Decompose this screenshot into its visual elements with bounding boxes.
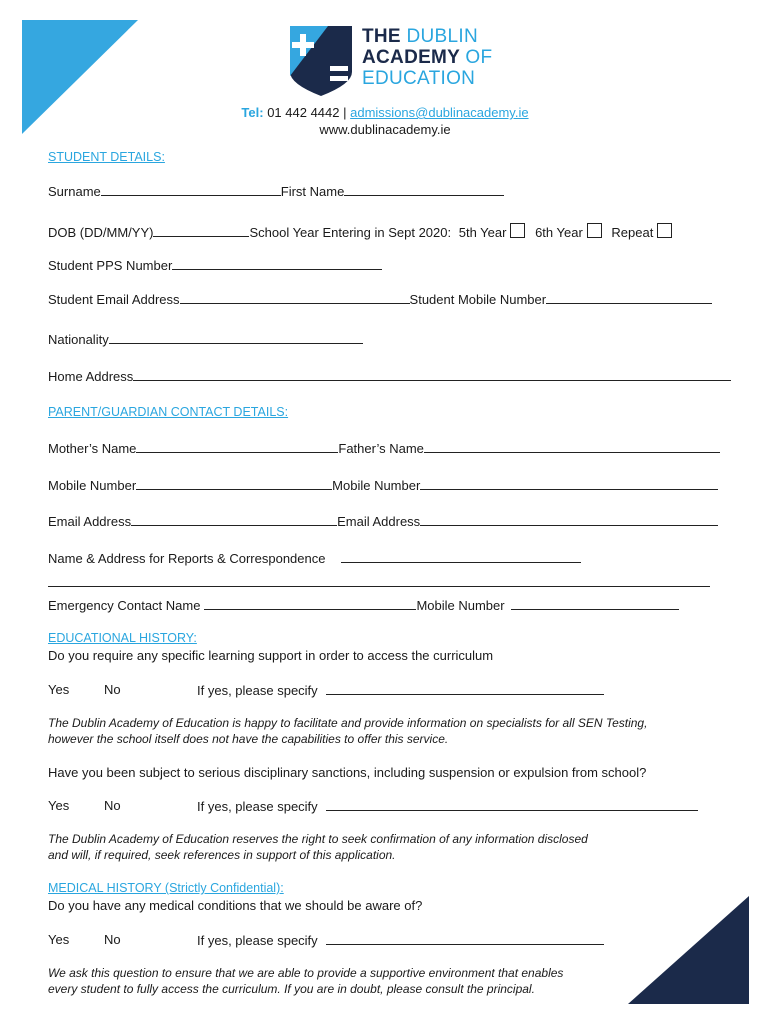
mother-email-label: Email Address [48,514,132,529]
fifth-year-checkbox[interactable] [510,223,525,238]
disc-yes-label[interactable]: Yes [48,798,70,813]
sen-note [48,715,647,747]
home-address-row [48,368,731,384]
first-name-field[interactable] [344,183,504,196]
emergency-name-field[interactable] [204,597,416,610]
logo-education: EDUCATION [362,68,476,89]
logo-dublin: DUBLIN [406,26,478,47]
sen-note-line2: however the school itself does not have the capabilities to offer this service. [48,732,449,746]
father-mobile-label: Mobile Number [332,478,421,493]
nationality-row [48,331,363,347]
surname-field[interactable] [101,183,281,196]
pps-field[interactable] [172,257,382,270]
surname-label: Surname [48,184,101,199]
student-mobile-label: Student Mobile Number [409,292,547,307]
education-heading: EDUCATIONAL HISTORY: [48,631,197,645]
corner-triangle-bottom-right [628,896,750,1006]
medical-note-line1: We ask this question to ensure that we are able to provide a supportive environment that enables [48,966,564,980]
student-email-label: Student Email Address [48,292,180,307]
dob-field[interactable] [153,224,249,237]
shield-logo-icon [288,22,354,98]
dob-row [48,223,672,240]
mother-email-field[interactable] [131,513,337,526]
nationality-label: Nationality [48,332,109,347]
edu-specify-row [197,682,604,698]
repeat-checkbox[interactable] [657,223,672,238]
contact-line [0,105,770,120]
med-specify-field[interactable] [326,932,604,945]
confirmation-note [48,831,588,863]
student-email-row [48,291,712,307]
father-name-label: Father’s Name [338,441,424,456]
logo-of: OF [465,47,493,68]
mother-mobile-label: Mobile Number [48,478,137,493]
medical-note-line2: every student to fully access the curriculum. If you are in doubt, please consult the principal. [48,982,535,996]
edu-no-label[interactable]: No [104,682,121,697]
edu-yes-label[interactable]: Yes [48,682,70,697]
sixth-year-checkbox[interactable] [587,223,602,238]
nationality-field[interactable] [109,331,363,344]
med-no-label[interactable]: No [104,932,121,947]
emergency-name-label: Emergency Contact Name [48,598,201,613]
parent-names-row [48,440,720,456]
email-link[interactable]: admissions@dublinacademy.ie [350,105,529,120]
parent-details-heading: PARENT/GUARDIAN CONTACT DETAILS: [48,405,289,419]
fifth-year-label: 5th Year [458,225,507,240]
reports-row [48,550,581,566]
emergency-row [48,597,679,613]
med-specify-row [197,932,604,948]
parent-email-row [48,513,718,529]
repeat-label: Repeat [611,225,654,240]
father-name-field[interactable] [424,440,720,453]
logo-the: THE [362,26,401,47]
home-address-field[interactable] [133,368,731,381]
tel-label: Tel: [241,105,264,120]
pps-label: Student PPS Number [48,258,173,273]
mother-mobile-field[interactable] [136,477,332,490]
dob-label: DOB (DD/MM/YY) [48,225,154,240]
disc-no-label[interactable]: No [104,798,121,813]
disc-specify-row [197,798,698,814]
parent-mobile-row [48,477,718,493]
sixth-year-label: 6th Year [535,225,583,240]
confirmation-note-line1: The Dublin Academy of Education reserves the right to seek confirmation of any information disclosed [48,832,588,846]
logo-text [362,26,492,89]
emergency-mobile-label: Mobile Number [416,598,505,613]
sen-note-line1: The Dublin Academy of Education is happy to facilitate and provide information on specialists for all SEN Testing, [48,716,648,730]
disc-specify-field[interactable] [326,798,698,811]
mother-name-label: Mother’s Name [48,441,137,456]
med-specify-label: If yes, please specify [197,933,318,948]
father-email-label: Email Address [337,514,421,529]
surname-row [48,183,504,199]
school-year-label: School Year Entering in Sept 2020: [249,225,452,240]
disciplinary-question: Have you been subject to serious disciplinary sanctions, including suspension or expulsion from school? [48,765,647,780]
medical-heading: MEDICAL HISTORY (Strictly Confidential): [48,881,284,895]
reports-field[interactable] [341,550,581,563]
website-link[interactable]: www.dublinacademy.ie [319,122,451,137]
father-email-field[interactable] [420,513,718,526]
student-mobile-field[interactable] [546,291,712,304]
student-details-heading: STUDENT DETAILS: [48,150,165,164]
student-email-field[interactable] [180,291,410,304]
home-address-label: Home Address [48,369,134,384]
reports-field-line2[interactable] [48,586,710,587]
edu-specify-field[interactable] [326,682,604,695]
emergency-mobile-field[interactable] [511,597,679,610]
edu-specify-label: If yes, please specify [197,683,318,698]
reports-label: Name & Address for Reports & Correspondence [48,551,326,566]
confirmation-note-line2: and will, if required, seek references in support of this application. [48,848,396,862]
pps-row [48,257,382,273]
first-name-label: First Name [280,184,345,199]
learning-support-question: Do you require any specific learning support in order to access the curriculum [48,648,494,663]
medical-note [48,965,563,997]
medical-question: Do you have any medical conditions that we should be aware of? [48,898,423,913]
mother-name-field[interactable] [136,440,338,453]
tel-number: 01 442 4442 | [267,105,347,120]
disc-specify-label: If yes, please specify [197,799,318,814]
logo-academy: ACADEMY [362,47,460,68]
med-yes-label[interactable]: Yes [48,932,70,947]
father-mobile-field[interactable] [420,477,718,490]
